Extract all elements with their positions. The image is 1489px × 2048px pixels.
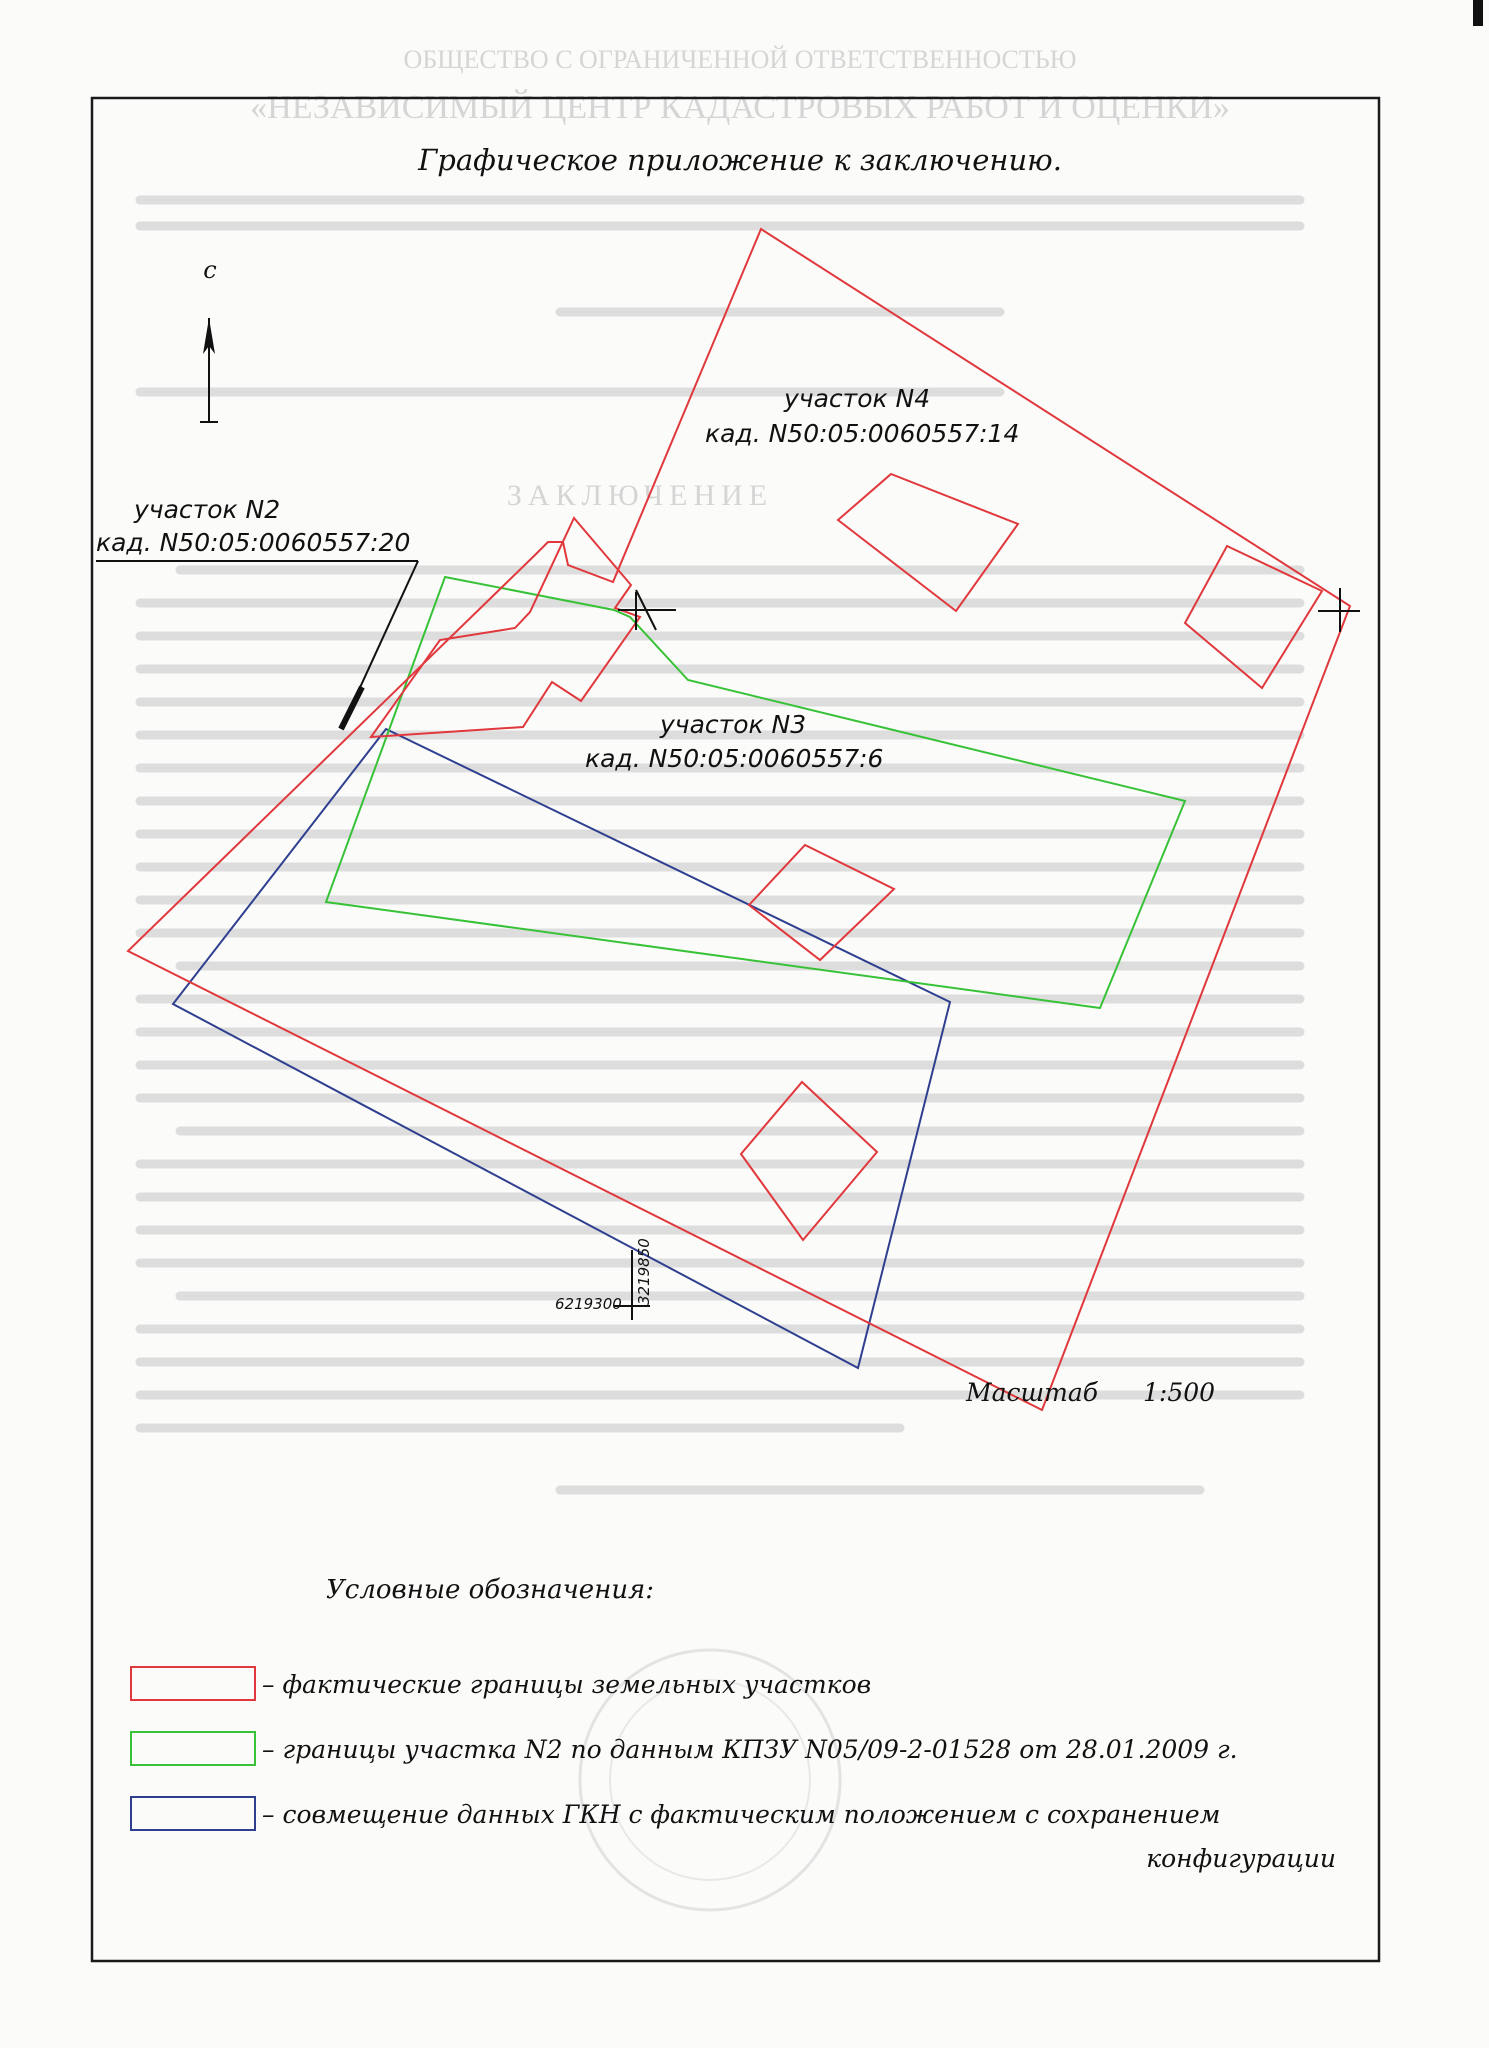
scale-block bbox=[965, 1378, 1215, 1407]
building-1 bbox=[838, 474, 1018, 611]
cross-mark-icon bbox=[1318, 588, 1360, 632]
parcel-n2-label bbox=[96, 495, 418, 729]
parcel-n3-name: участок N3 bbox=[660, 710, 807, 739]
north-arrow-icon bbox=[200, 256, 218, 422]
scale-value: 1:500 bbox=[1143, 1378, 1216, 1407]
bleed-org-line1: ОБЩЕСТВО С ОГРАНИЧЕННОЙ ОТВЕТСТВЕННОСТЬЮ bbox=[403, 45, 1077, 74]
legend-title: Условные обозначения: bbox=[326, 1575, 655, 1605]
survey-crosses bbox=[618, 588, 1360, 632]
legend-swatch-gkn bbox=[131, 1797, 255, 1830]
legend-item-gkn: – совмещение данных ГКН с фактическим положением с сохранением bbox=[262, 1800, 1221, 1829]
gkn-boundary bbox=[173, 729, 950, 1368]
legend-item-kpzu: – границы участка N2 по данным КПЗУ N05/09-2-01528 от 28.01.2009 г. bbox=[262, 1735, 1238, 1764]
parcel-n4-cadastral: кад. N50:05:0060557:14 bbox=[705, 419, 1020, 448]
kpzu-boundary bbox=[326, 577, 1185, 1008]
scale-label: Масштаб bbox=[966, 1378, 1099, 1407]
coordinate-x: 6219300 bbox=[555, 1295, 622, 1313]
parcel-n2-cadastral: кад. N50:05:0060557:20 bbox=[96, 528, 411, 557]
legend-swatch-kpzu bbox=[131, 1732, 255, 1765]
legend bbox=[131, 1575, 1336, 1873]
legend-item-actual: – фактические границы земельных участков bbox=[262, 1670, 872, 1699]
legend-item-gkn-continuation: конфигурации bbox=[1146, 1844, 1336, 1873]
north-label: с bbox=[203, 256, 217, 284]
coordinate-marker bbox=[555, 1238, 653, 1320]
bleed-org-line2: «НЕЗАВИСИМЫЙ ЦЕНТР КАДАСТРОВЫХ РАБОТ И ОЦЕНКИ» bbox=[250, 89, 1230, 126]
parcel-n4-name: участок N4 bbox=[784, 384, 931, 413]
sheet-title: Графическое приложение к заключению. bbox=[418, 143, 1062, 177]
bleed-text-lines bbox=[140, 200, 1300, 1490]
parcel-n2-name: участок N2 bbox=[134, 495, 281, 524]
coordinate-y: 3219850 bbox=[635, 1238, 653, 1305]
parcel-n2-leader-head bbox=[341, 687, 362, 729]
legend-swatch-actual bbox=[131, 1667, 255, 1700]
bleed-heading: ЗАКЛЮЧЕНИЕ bbox=[506, 479, 774, 512]
parcel-n3-cadastral: кад. N50:05:0060557:6 bbox=[585, 744, 884, 773]
parcel-n3-label bbox=[585, 710, 883, 773]
cross-mark-icon bbox=[618, 590, 676, 630]
